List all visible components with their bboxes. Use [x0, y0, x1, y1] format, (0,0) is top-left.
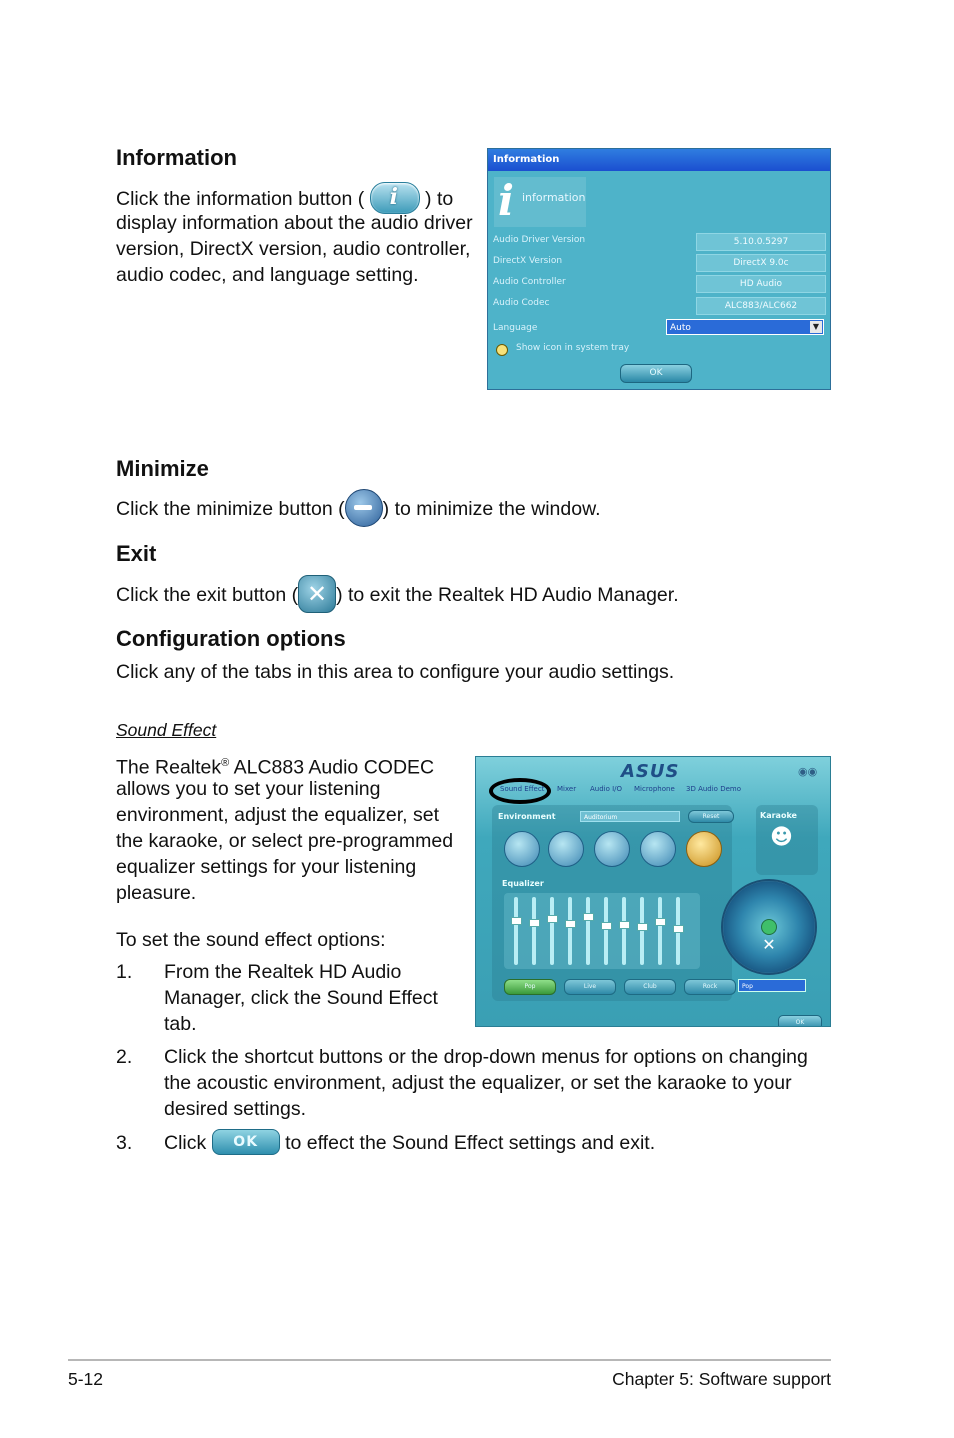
tab-audio-io[interactable]: Audio I/O — [590, 785, 623, 793]
environment-label: Environment — [498, 812, 556, 821]
info-tray-label: Show icon in system tray — [516, 343, 630, 353]
info-dialog-title: Information — [488, 149, 830, 171]
info-label-codec: Audio Codec — [493, 298, 550, 308]
eq-slider[interactable] — [532, 897, 536, 965]
eq-slider[interactable] — [658, 897, 662, 965]
heading-minimize: Minimize — [116, 456, 209, 481]
information-text: Click the information button ( — [116, 188, 365, 211]
information-dialog-screenshot — [487, 148, 831, 390]
highlight-ring — [489, 778, 551, 804]
intro-codec: ALC883 Audio CODEC — [229, 756, 435, 779]
eq-knob[interactable] — [619, 921, 630, 929]
step-2-number: 2. — [116, 1046, 133, 1068]
env-button-2[interactable] — [548, 831, 584, 867]
eq-knob[interactable] — [529, 919, 540, 927]
heading-exit: Exit — [116, 541, 157, 566]
sound-effect-window-screenshot — [475, 756, 831, 1027]
minimize-text-before: Click the minimize button ( — [116, 498, 345, 521]
eq-knob[interactable] — [673, 925, 684, 933]
reset-button[interactable]: Reset — [688, 810, 734, 823]
tab-microphone[interactable]: Microphone — [634, 785, 675, 793]
exit-text-after: ) to exit the Realtek HD Audio Manager. — [336, 584, 679, 607]
karaoke-label: Karaoke — [760, 811, 797, 820]
minimize-text — [116, 491, 601, 529]
info-value-directx: DirectX 9.0c — [696, 254, 826, 272]
info-language-select[interactable] — [666, 319, 824, 335]
registered-mark: ® — [221, 757, 230, 769]
eq-slider[interactable] — [550, 897, 554, 965]
volume-dial[interactable] — [721, 879, 817, 975]
subheading-sound-effect: Sound Effect — [116, 720, 217, 740]
info-label-directx: DirectX Version — [493, 256, 563, 266]
step-2-line-2: the acoustic environment, adjust the equalizer, or set the karaoke to your — [164, 1072, 792, 1094]
eq-slider[interactable] — [514, 897, 518, 965]
sound-effect-intro-line-4: the karaoke, or select pre-programmed — [116, 830, 454, 852]
info-button-icon: i — [370, 182, 420, 214]
ok-button-icon: OK — [212, 1129, 280, 1155]
environment-value: Auditorium — [584, 814, 618, 821]
info-value-driver: 5.10.0.5297 — [696, 233, 826, 251]
eq-knob[interactable] — [601, 922, 612, 930]
step-3-number: 3. — [116, 1132, 133, 1154]
information-line-2: display information about the audio driver — [116, 212, 473, 234]
env-button-3[interactable] — [594, 831, 630, 867]
env-button-1[interactable] — [504, 831, 540, 867]
eq-slider[interactable] — [622, 897, 626, 965]
tab-mixer[interactable]: Mixer — [557, 785, 577, 793]
dial-close-icon: ✕ — [762, 935, 776, 954]
sound-effect-intro-line-3: environment, adjust the equalizer, set — [116, 804, 440, 826]
preset-rock-button[interactable]: Rock — [684, 979, 736, 995]
step-2-line-1: Click the shortcut buttons or the drop-down menus for options on changing — [164, 1046, 808, 1068]
close-icon: ✕ — [298, 575, 336, 613]
sound-effect-intro-line-2: allows you to set your listening — [116, 778, 381, 800]
step-1-number: 1. — [116, 961, 133, 983]
eq-knob[interactable] — [637, 923, 648, 931]
heading-information: Information — [116, 145, 237, 170]
tab-sound-effect[interactable]: Sound Effect — [500, 785, 545, 793]
footer-rule — [68, 1359, 831, 1361]
info-label-driver: Audio Driver Version — [493, 235, 586, 245]
minimize-button-icon — [345, 489, 383, 527]
window-controls-icon: ◉◉ — [798, 765, 818, 778]
configuration-text: Click any of the tabs in this area to configure your audio settings. — [116, 661, 675, 683]
information-text: ) to — [425, 188, 454, 211]
equalizer-label: Equalizer — [502, 879, 544, 888]
preset-live-button[interactable]: Live — [564, 979, 616, 995]
eq-knob[interactable] — [511, 917, 522, 925]
sound-effect-intro-line-5: equalizer settings for your listening — [116, 856, 417, 878]
eq-knob[interactable] — [583, 913, 594, 921]
info-label-controller: Audio Controller — [493, 277, 566, 287]
eq-knob[interactable] — [547, 915, 558, 923]
step-3-text: to effect the Sound Effect settings and exit. — [285, 1132, 656, 1154]
eq-slider[interactable] — [604, 897, 608, 965]
preset-pop-button[interactable]: Pop — [504, 979, 556, 995]
page-number: 5-12 — [68, 1369, 104, 1389]
environment-select[interactable] — [580, 811, 680, 822]
preset-select[interactable] — [738, 979, 806, 992]
eq-knob[interactable] — [655, 918, 666, 926]
eq-slider[interactable] — [640, 897, 644, 965]
minimize-text-after: ) to minimize the window. — [382, 498, 601, 521]
heading-configuration-options: Configuration options — [116, 626, 346, 651]
intro-realtek: The Realtek — [116, 756, 222, 779]
info-value-controller: HD Audio — [696, 275, 826, 293]
preset-club-button[interactable]: Club — [624, 979, 676, 995]
step-3-click: Click — [164, 1132, 207, 1154]
dial-center-icon — [761, 919, 777, 935]
chapter-title: Chapter 5: Software support — [612, 1369, 831, 1389]
env-button-4[interactable] — [640, 831, 676, 867]
karaoke-user-icon: ☻ — [770, 825, 793, 850]
step-1-line-3: tab. — [164, 1013, 197, 1035]
info-value-codec: ALC883/ALC662 — [696, 297, 826, 315]
tray-radio[interactable] — [496, 344, 508, 356]
info-language-value: Auto — [670, 323, 691, 333]
step-1-line-1: From the Realtek HD Audio — [164, 961, 402, 983]
asus-logo: ASUS — [621, 761, 680, 782]
info-logo-text: information — [522, 191, 586, 204]
eq-slider[interactable] — [586, 897, 590, 965]
info-large-icon: i — [498, 176, 514, 225]
chevron-down-icon: ▼ — [810, 321, 822, 333]
exit-text — [116, 577, 679, 615]
steps-intro: To set the sound effect options: — [116, 929, 386, 951]
preset-select-value: Pop — [742, 983, 753, 990]
sound-effect-intro-line-6: pleasure. — [116, 882, 197, 904]
info-label-language: Language — [493, 323, 538, 333]
eq-knob[interactable] — [565, 920, 576, 928]
step-1-line-2: Manager, click the Sound Effect — [164, 987, 438, 1009]
information-line-4: audio codec, and language setting. — [116, 264, 419, 286]
exit-text-before: Click the exit button ( — [116, 584, 299, 607]
step-3-line — [164, 1130, 655, 1157]
env-button-5[interactable] — [686, 831, 722, 867]
tab-3d-audio-demo[interactable]: 3D Audio Demo — [686, 785, 741, 793]
sound-effect-ok-button[interactable]: OK — [778, 1015, 822, 1027]
info-ok-button[interactable]: OK — [620, 364, 692, 383]
information-line-3: version, DirectX version, audio controller, — [116, 238, 471, 260]
step-2-line-3: desired settings. — [164, 1098, 306, 1120]
eq-slider[interactable] — [568, 897, 572, 965]
info-logo — [494, 177, 586, 227]
